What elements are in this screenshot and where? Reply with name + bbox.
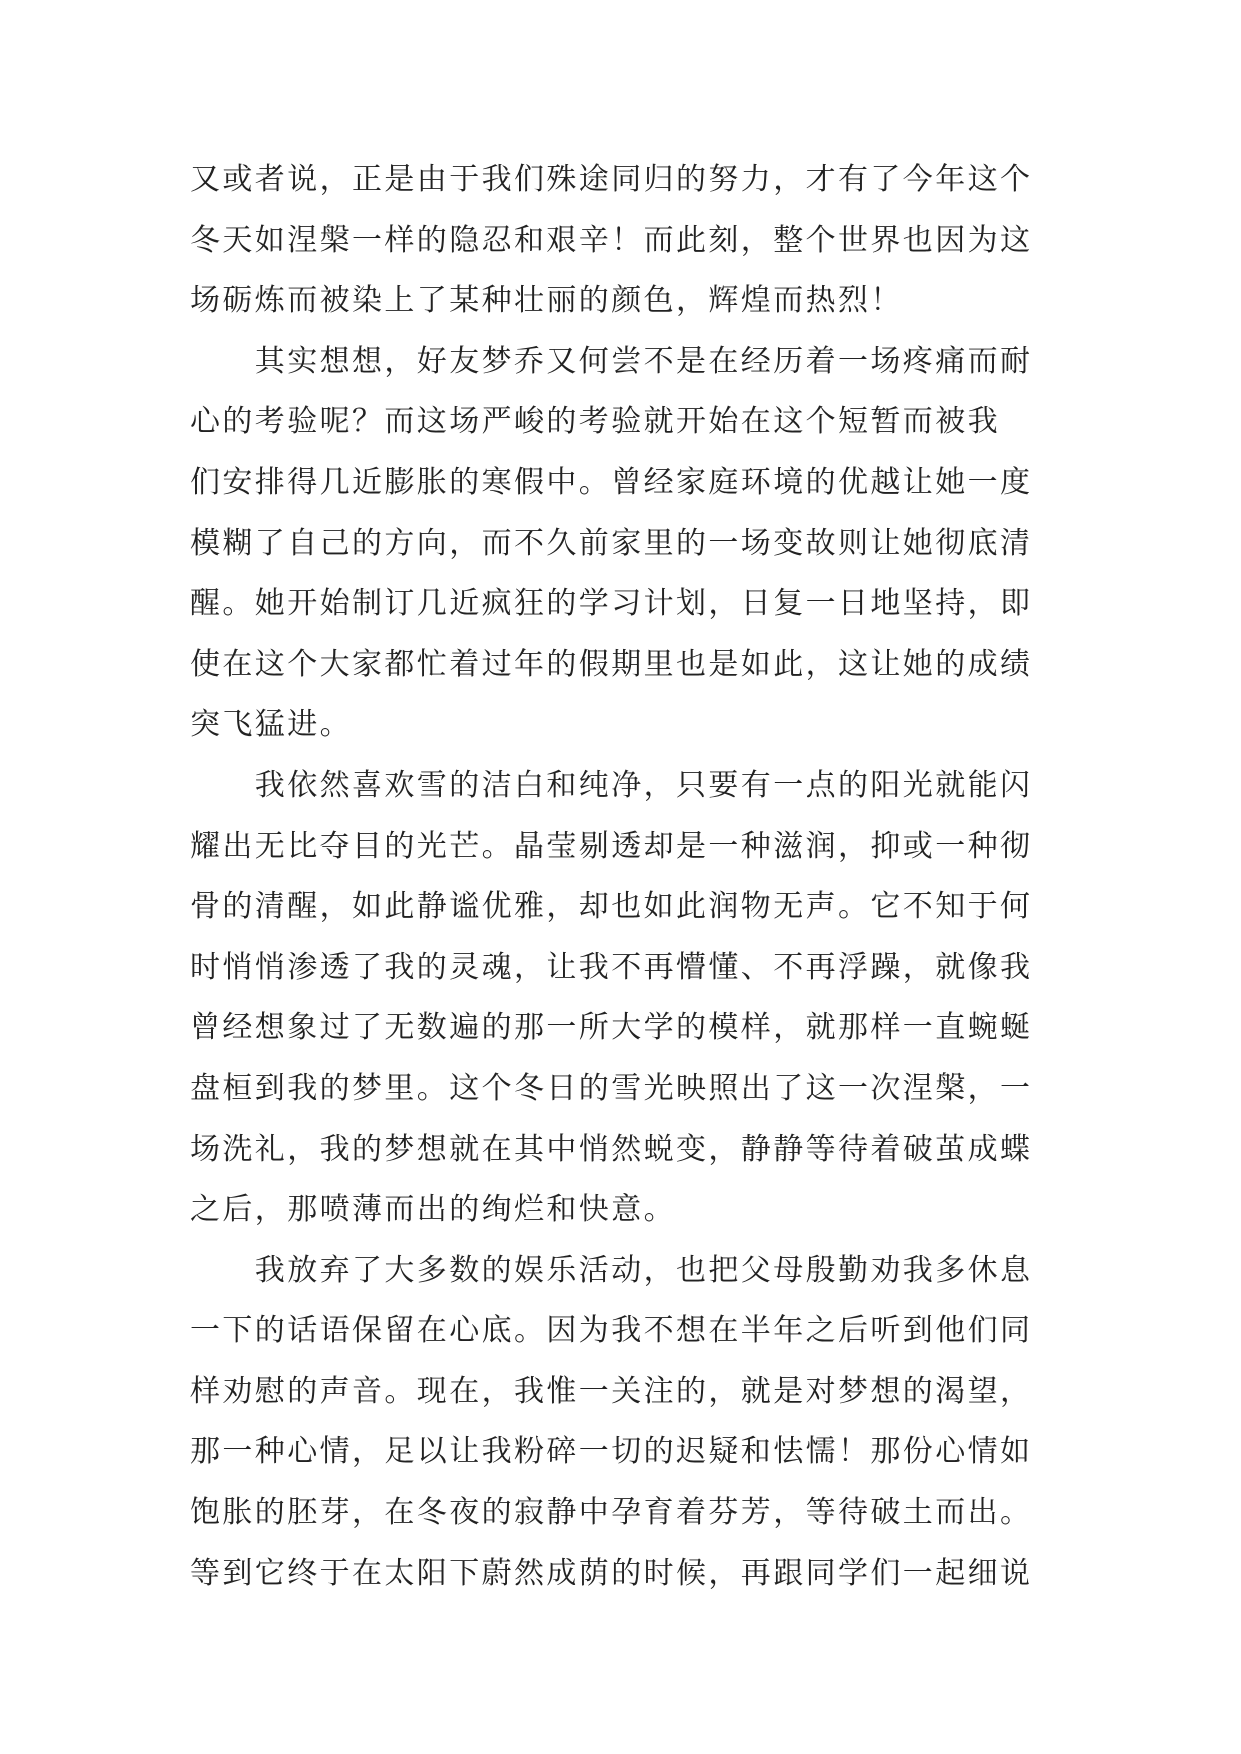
- text-line: 们安排得几近膨胀的寒假中。曾经家庭环境的优越让她一度: [190, 464, 1033, 500]
- text-line: 场砺炼而被染上了某种壮丽的颜色，辉煌而热烈！: [190, 283, 903, 319]
- text-line: 突飞猛进。: [190, 707, 352, 743]
- text-line: 冬天如涅槃一样的隐忍和艰辛！而此刻，整个世界也因为这: [190, 222, 1033, 258]
- text-line: 使在这个大家都忙着过年的假期里也是如此，这让她的成绩: [190, 646, 1033, 682]
- text-line: 等到它终于在太阳下蔚然成荫的时候，再跟同学们一起细说: [190, 1555, 1033, 1591]
- text-line: 盘桓到我的梦里。这个冬日的雪光映照出了这一次涅槃，一: [190, 1070, 1033, 1106]
- text-line: 耀出无比夺目的光芒。晶莹剔透却是一种滋润，抑或一种彻: [190, 828, 1033, 864]
- text-line: 一下的话语保留在心底。因为我不想在半年之后听到他们同: [190, 1313, 1033, 1349]
- text-line: 模糊了自己的方向，而不久前家里的一场变故则让她彻底清: [190, 525, 1033, 561]
- text-line: 心的考验呢？而这场严峻的考验就开始在这个短暂而被我: [190, 404, 1000, 440]
- text-line: 那一种心情，足以让我粉碎一切的迟疑和怯懦！那份心情如: [190, 1434, 1033, 1470]
- text-line: 醒。她开始制订几近疯狂的学习计划，日复一日地坚持，即: [190, 586, 1033, 622]
- text-line: 我放弃了大多数的娱乐活动，也把父母殷勤劝我多休息: [190, 1252, 1033, 1288]
- text-line: 时悄悄渗透了我的灵魂，让我不再懵懂、不再浮躁，就像我: [190, 949, 1033, 985]
- text-line: 样劝慰的声音。现在，我惟一关注的，就是对梦想的渴望，: [190, 1373, 1033, 1409]
- text-line: 又或者说，正是由于我们殊途同归的努力，才有了今年这个: [190, 162, 1033, 197]
- text-line: 我依然喜欢雪的洁白和纯净，只要有一点的阳光就能闪: [190, 767, 1033, 803]
- text-line: 场洗礼，我的梦想就在其中悄然蜕变，静静等待着破茧成蝶: [190, 1131, 1033, 1167]
- text-line: 其实想想，好友梦乔又何尝不是在经历着一场疼痛而耐: [190, 343, 1033, 379]
- document-page: [190, 150, 1070, 1604]
- text-line: 之后，那喷薄而出的绚烂和快意。: [190, 1192, 676, 1228]
- text-line: 曾经想象过了无数遍的那一所大学的模样，就那样一直蜿蜒: [190, 1010, 1033, 1046]
- text-line: 饱胀的胚芽，在冬夜的寂静中孕育着芬芳，等待破土而出。: [190, 1495, 1033, 1531]
- text-line: 骨的清醒，如此静谧优雅，却也如此润物无声。它不知于何: [190, 889, 1033, 925]
